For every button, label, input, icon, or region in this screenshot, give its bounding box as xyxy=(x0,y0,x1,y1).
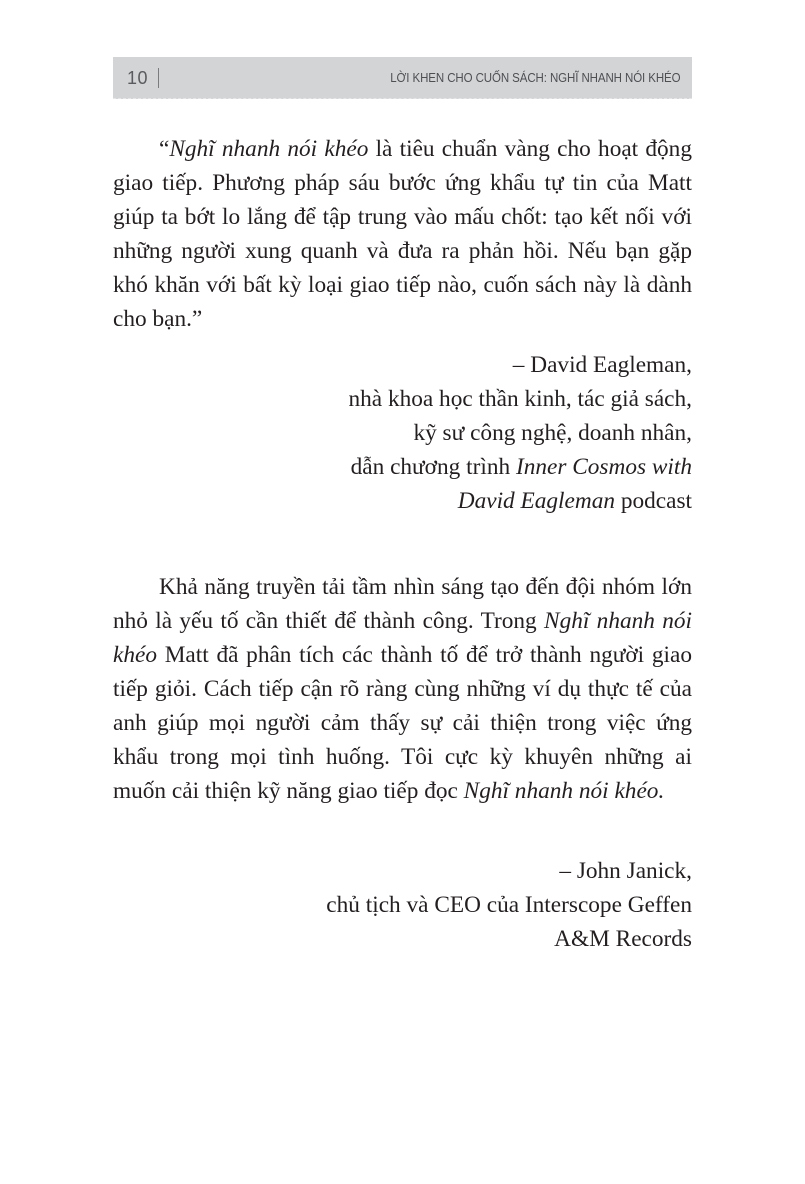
testimonial-1-attribution xyxy=(113,348,692,518)
testimonial-2-quote xyxy=(113,570,692,808)
attribution-name: – David Eagleman, xyxy=(512,352,692,378)
quote-text: là tiêu chuẩn vàng cho hoạt động giao tiếp. Phương pháp sáu bước ứng khẩu tự tin của Matt giúp ta bớt lo lắng để tập trung vào mấu chốt: tạo kết nối với những người xung quanh và đưa ra phản hồi. Nếu bạn gặp khó khăn với bất kỳ loại giao tiếp nào, cuốn sách này là dành cho bạn.” xyxy=(113,136,692,332)
podcast-title-italic-part-1: Inner Cosmos with xyxy=(515,454,692,480)
testimonial-2-attribution xyxy=(113,854,692,956)
attribution-role-line-2: nhà khoa học thần kinh, tác giả sách, xyxy=(348,386,692,412)
attribution-block xyxy=(113,348,692,518)
attribution-role-line-2: chủ tịch và CEO của Interscope Geffen xyxy=(326,892,692,918)
quote-paragraph xyxy=(113,132,692,336)
attribution-role-line-5 xyxy=(113,484,692,518)
book-title-italic: Nghĩ nhanh nói khéo xyxy=(169,136,369,162)
attribution-role-line-4 xyxy=(113,450,692,484)
header-separator xyxy=(158,68,159,88)
page-number: 10 xyxy=(127,68,149,88)
attribution-role-line-3: kỹ sư công nghệ, doanh nhân, xyxy=(413,420,692,446)
book-title-italic: Nghĩ nhanh nói khéo xyxy=(113,608,693,668)
open-quote: “ xyxy=(159,136,170,162)
attribution-name: – John Janick, xyxy=(559,858,692,884)
podcast-title-italic-part-2: David Eagleman xyxy=(457,488,615,514)
book-title-italic: Nghĩ nhanh nói khéo. xyxy=(463,778,665,804)
attribution-role-line-3: A&M Records xyxy=(554,926,692,952)
attribution-line-4-prefix: dẫn chương trình xyxy=(350,454,516,480)
attribution-line-5-suffix: podcast xyxy=(615,488,692,514)
quote-text-middle: Matt đã phân tích các thành tố để trở thành người giao tiếp giỏi. Cách tiếp cận rõ ràng cùng những ví dụ thực tế của anh giúp mọi người cảm thấy sự cải thiện trong việc ứng khẩu trong mọi tình huống. Tôi cực kỳ khuyên những ai muốn cải thiện kỹ năng giao tiếp đọc xyxy=(113,642,692,804)
quote-paragraph xyxy=(113,570,692,808)
running-header xyxy=(113,57,692,99)
testimonial-1-quote xyxy=(113,132,692,336)
chapter-title: LỜI KHEN CHO CUỐN SÁCH: NGHĨ NHANH NÓI KHÉO xyxy=(389,71,680,85)
quote-text-before: Khả năng truyền tải tầm nhìn sáng tạo đến đội nhóm lớn nhỏ là yếu tố cần thiết để thành công. Trong xyxy=(113,574,692,634)
attribution-block xyxy=(113,854,692,956)
